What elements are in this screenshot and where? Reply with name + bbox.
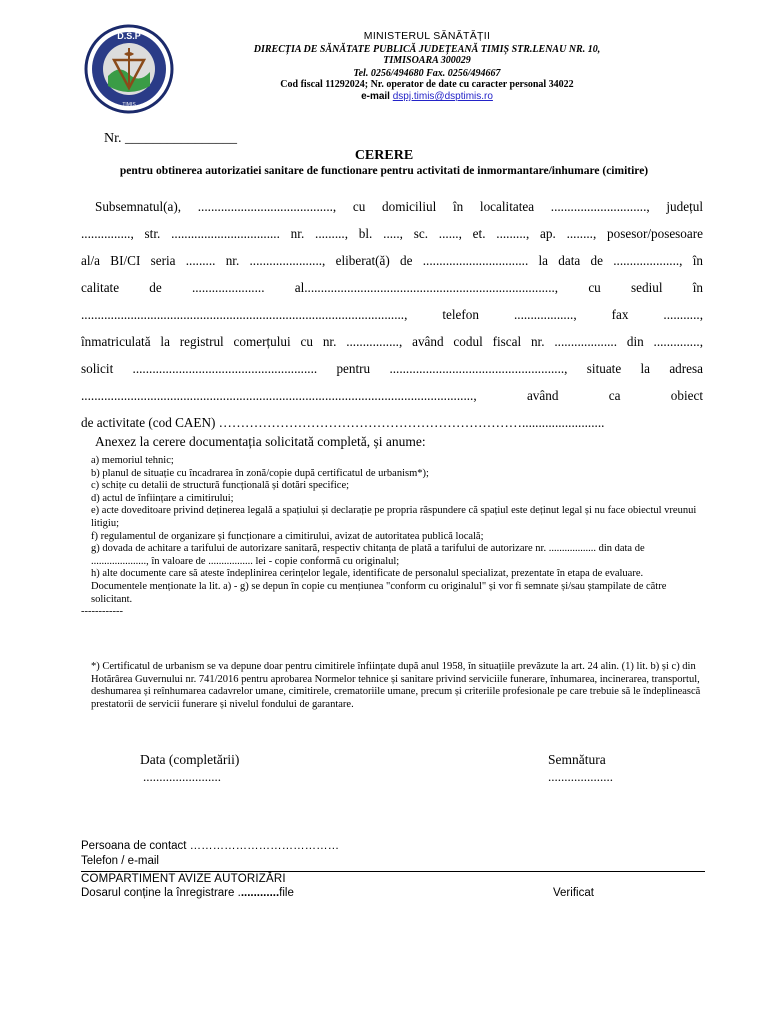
- phone-fax: Tel. 0256/494680 Fax. 0256/494667: [353, 68, 501, 79]
- signature-label: Semnătura: [548, 752, 606, 767]
- separator: ------------: [81, 606, 123, 618]
- dossier-dots: ............: [240, 887, 280, 899]
- annex-heading: Anexez la cerere documentația solicitată completă, și anume:: [95, 434, 426, 449]
- annex-item: f) regulamentul de organizare și funcționare a cimitirului, avizat de autoritatea publică locală;: [91, 530, 484, 542]
- annex-item: e) acte doveditoare privind deținerea legală a spațiului și declarație pe propria răspundere că spațiul este deținut legal și nu face obiectul vreunui litigiu;: [91, 505, 697, 529]
- paragraph-line: Subsemnatul(a), ........................................., cu domiciliul în localitatea ............................., județul: [95, 199, 703, 214]
- paragraph-line: ......................................................................................................................., având ca obiect: [81, 388, 703, 403]
- date-label: Data (completării): [140, 752, 240, 767]
- dossier-suffix: file: [279, 887, 294, 899]
- compartment-name: COMPARTIMENT AVIZE AUTORIZĂRI: [81, 873, 286, 885]
- svg-text:D.S.P: D.S.P: [117, 31, 141, 41]
- annex-item: a) memoriul tehnic;: [91, 455, 174, 466]
- annex-item: b) planul de situație cu încadrarea în zonă/copie după certificatul de urbanism*);: [91, 467, 429, 479]
- email-line: [180, 90, 674, 103]
- form-title: CERERE: [354, 148, 414, 163]
- dossier-prefix: Dosarul conține la înregistrare .: [81, 887, 241, 899]
- annex-item: h) alte documente care să ateste îndeplinirea cerințelor legale, identificate de personalul specializat, prezentate în etapa de evaluare.: [91, 568, 644, 580]
- paragraph-line: de activitate (cod CAEN) …………………………………………………………….........................: [81, 415, 605, 430]
- footnote-text: *) Certificatul de urbanism se va depune doar pentru cimitirele înființate după anul 1958, în situațiile prevăzute la art. 24 alin. (1) lit. b) și c) din Hotărârea Guvernului nr. 741/2016 pentru aprobarea Normelor tehnice și sanitare privind serviciile funerare, înhumarea, incinerarea, transportul, deshumarea și reînhumarea cadavrelor umane, cimitirele, crematoriile umane, precum și criteriile profesionale pe care trebuie să le îndeplinească prestatorii de servicii funerare și nivelul fondului de garantare.: [91, 661, 701, 710]
- directorate-address: DIRECȚIA DE SĂNĂTATE PUBLICĂ JUDEȚEANĂ TIMIȘ STR.LENAU NR. 10,: [253, 44, 601, 55]
- ministry-name: MINISTERUL SĂNĂTĂȚII: [363, 30, 491, 42]
- date-field[interactable]: ........................: [143, 769, 221, 784]
- dsp-logo: [84, 24, 174, 114]
- signature-field[interactable]: ....................: [548, 769, 613, 784]
- footnote: [81, 661, 701, 711]
- paragraph-line: solicit ........................................................ pentru ....................................................., situate la adresa: [81, 361, 703, 376]
- paragraph-line: al/a BI/CI seria ......... nr. ......................, eliberat(ă) de ................................ la data de ...................., în: [81, 253, 703, 268]
- applicant-paragraph: [81, 193, 703, 436]
- divider: [81, 871, 705, 872]
- email-link[interactable]: dspj.timis@dsptimis.ro: [392, 91, 493, 102]
- paragraph-line: înmatriculată la registrul comerțului cu nr. ................, având codul fiscal nr. ................... din ..............,: [81, 334, 703, 349]
- annex-item: d) actul de înființare a cimitirului;: [91, 492, 234, 504]
- svg-text:TIMIS: TIMIS: [122, 102, 136, 108]
- annex-note: Documentele menționate la lit. a) - g) se depun în copie cu mențiunea "conform cu originalul" și vor fi semnate și/sau ștampilate de către solicitant.: [91, 580, 667, 605]
- email-label: e-mail: [361, 91, 393, 102]
- paragraph-line: calitate de ...................... al............................................................................, cu sediul în: [81, 280, 703, 295]
- phone-email: Telefon / e-mail: [81, 855, 159, 867]
- contact-person: Persoana de contact …………………………………: [81, 840, 340, 852]
- annex-item: g) dovada de achitare a tarifului de autorizare sanitară, respectiv chitanța de plată a tarifului de autorizare nr. .................. din data de ....................., în valoare de ................. lei - copie conformă cu originalul;: [91, 543, 645, 567]
- city-postcode: TIMISOARA 300029: [383, 55, 471, 66]
- form-subtitle: pentru obtinerea autorizatiei sanitare de functionare pentru activitati de inmormantare/inhumare (cimitire): [119, 165, 649, 177]
- dossier-line: [81, 887, 294, 899]
- fiscal-code: Cod fiscal 11292024; Nr. operator de date cu caracter personal 34022: [280, 79, 574, 90]
- registration-number: Nr. ________________: [104, 131, 237, 146]
- paragraph-line: .................................................................................................., telefon .................., fax ...........,: [81, 307, 703, 322]
- verified-label: Verificat: [553, 887, 594, 899]
- annex-item: c) schițe cu detalii de structură funcțională și dotări specifice;: [91, 480, 350, 492]
- annex-list: [81, 455, 701, 619]
- paragraph-line: ..............., str. ................................. nr. ........., bl. ....., sc. ......, et. ........., ap. ........, posesor/posesoare: [81, 226, 703, 241]
